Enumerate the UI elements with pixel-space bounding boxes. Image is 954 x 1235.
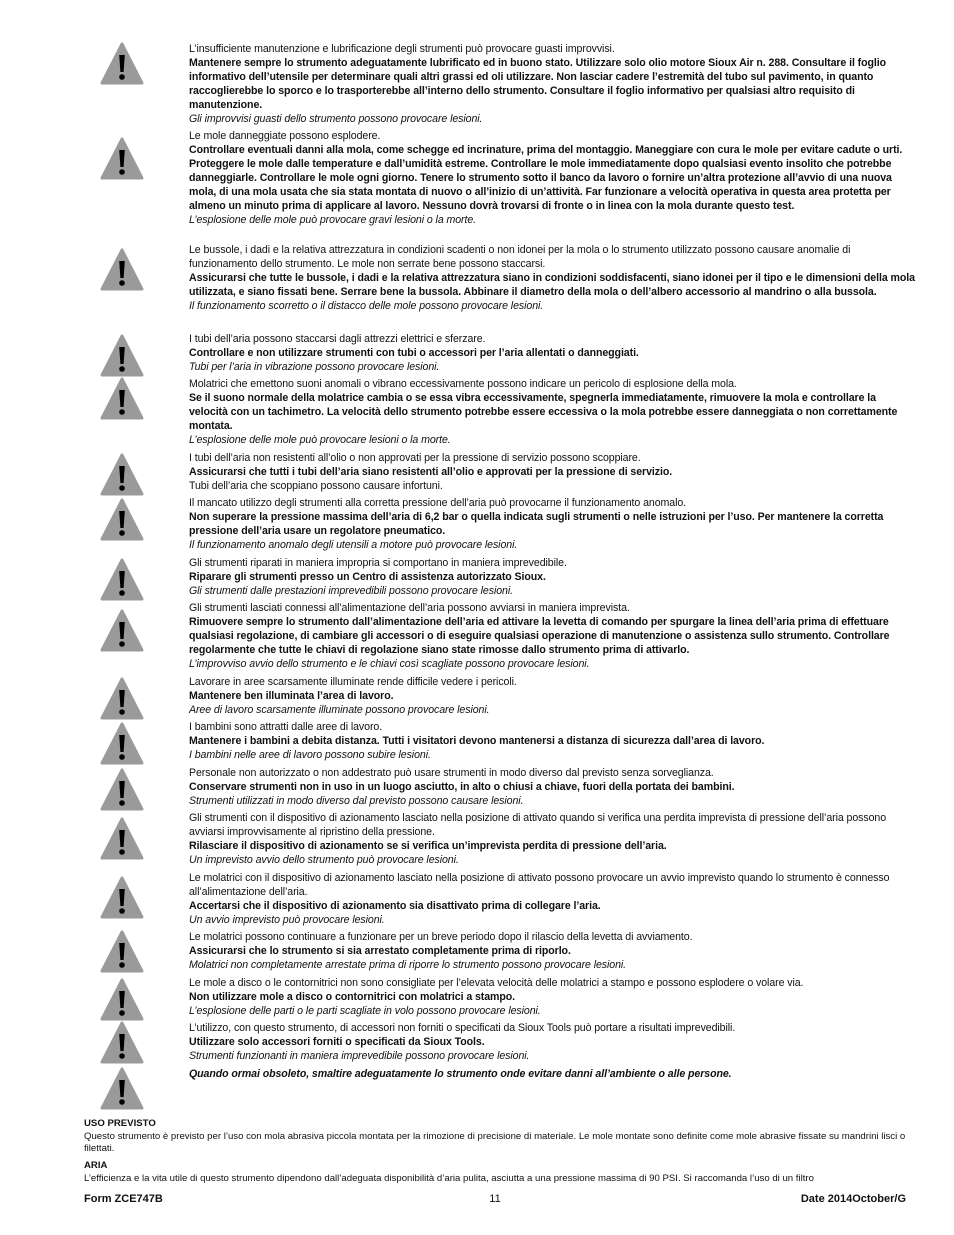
warning-text [189,675,915,717]
warning-text [189,243,915,313]
warning-hazard-text: Gli strumenti con il dispositivo di azionamento lasciato nella posizione di attivato quando si verifica una perdita imprevista di pressione dell’aria possono avviarsi improvvisamente al ripristino della pressione. [189,812,887,838]
warning-action-text: Riparare gli strumenti presso un Centro di assistenza autorizzato Sioux. [189,571,546,583]
warning-action-text: Mantenere sempre lo strumento adeguatamente lubrificato ed in buono stato. Utilizzare solo olio motore Sioux Air n. 288. Consultare il foglio informativo dell’utensile per determinare quali altri grassi ed oli utilizzare. Non lasciar cadere l’estremità del tubo sul pavimento, in quanto raccoglierebbe lo sporco e lo trasporterebbe all’interno dello strumento. Consultare il foglio informativo per qualsiasi altro requisito di manutenzione. [189,57,887,111]
warning-hazard-text: Lavorare in aree scarsamente illuminate rende difficile vedere i pericoli. [189,676,517,688]
page-number: 11 [489,1193,501,1205]
warning-action-text: Assicurarsi che tutti i tubi dell’aria siano resistenti all’olio e approvati per la pressione di servizio. [189,466,673,478]
warning-hazard-text: Le molatrici possono continuare a funzionare per un breve periodo dopo il rilascio della levetta di avviamento. [189,931,693,943]
warning-hazard-text: Le molatrici con il dispositivo di azionamento lasciato nella posizione di attivato possono provocare un avvio imprevisto quando lo strumento è connesso all’alimentazione dell’aria. [189,872,890,898]
warning-triangle-icon [100,768,144,812]
air-section [84,1160,914,1185]
warning-consequence-text: Gli strumenti dalle prestazioni imprevedibili possono provocare lesioni. [189,585,513,597]
warning-action-text: Controllare eventuali danni alla mola, come schegge ed incrinature, prima del montaggio. Maneggiare con cura le mole per evitare cadute o urti. Proteggere le mole dalle temperature e dall’umidità estreme. Controllare le mole immediatamente dopo qualsiasi evento insolito che potrebbe danneggiarle. Controllare le mole ogni giorno. Tenere lo strumento sotto il banco da lavoro o fornire un’altra protezione all’avvio di una nuova mola, di una mola usata che sia stata montata di nuovo o all’inizio di un’attività. Far funzionare a velocità operativa in questa area protetta per almeno un minuto prima di applicare al lavoro. Nessuno dovrà trovarsi di fronte o in linea con la mola durante questo test. [189,144,903,212]
warning-text [189,496,915,552]
warning-action-text: Non superare la pressione massima dell’aria di 6,2 bar o quella indicata sugli strumenti o nelle istruzioni per l’uso. Per mantenere la corretta pressione dell’aria usare un regolatore pneumatico. [189,511,884,537]
warning-text [189,556,915,598]
warning-text [189,976,915,1018]
warning-triangle-icon [100,137,144,181]
intended-use-body: Questo strumento è previsto per l’uso con mola abrasiva piccola montata per la rimozione di precisione di materiale. Le mole montate sono definite come mole abrasive fissate su mandrini lisci o filettati. [84,1130,906,1154]
warning-text [189,811,915,867]
revision-date: Date 2014October/G [800,1193,906,1205]
warning-consequence-text: Il funzionamento anomalo degli utensili a motore può provocare lesioni. [189,539,518,551]
warning-text [189,451,915,493]
warning-plain-text: Tubi dell’aria che scoppiano possono causare infortuni. [189,480,443,492]
warning-action-text: Conservare strumenti non in uso in un luogo asciutto, in alto o chiusi a chiave, fuori della portata dei bambini. [189,781,735,793]
warning-consequence-text: L’esplosione delle mole può provocare gravi lesioni o la morte. [189,214,477,226]
warning-action-text: Rilasciare il dispositivo di azionamento se si verifica un’imprevista perdita di pressione dell’aria. [189,840,667,852]
warning-consequence-text: Tubi per l’aria in vibrazione possono provocare lesioni. [189,361,440,373]
warning-consequence-text: Il funzionamento scorretto o il distacco delle mole possono provocare lesioni. [189,300,544,312]
warning-hazard-text: L’insufficiente manutenzione e lubrificazione degli strumenti può provocare guasti improvvisi. [189,43,615,55]
warning-hazard-text: Gli strumenti riparati in maniera impropria si comportano in maniera imprevedibile. [189,557,567,569]
warning-text [189,601,915,671]
warning-triangle-icon [100,558,144,602]
warning-hazard-text: I tubi dell’aria possono staccarsi dagli attrezzi elettrici e sferzare. [189,333,486,345]
warning-hazard-text: I bambini sono attratti dalle aree di lavoro. [189,721,383,733]
warning-hazard-text: Personale non autorizzato o non addestrato può usare strumenti in modo diverso dal previsto senza sorveglianza. [189,767,714,779]
warning-triangle-icon [100,817,144,861]
warning-triangle-icon [100,876,144,920]
air-body: L’efficienza e la vita utile di questo strumento dipendono dall’adeguata disponibilità d’aria pulita, asciutta a una pressione massima di 90 PSI. Si raccomanda l’uso di un filtro [84,1172,814,1184]
warning-hazard-text: Il mancato utilizzo degli strumenti alla corretta pressione dell’aria può provocarne il funzionamento anomalo. [189,497,687,509]
intended-use-section [84,1118,914,1156]
warning-consequence-text: Aree di lavoro scarsamente illuminate possono provocare lesioni. [189,704,490,716]
warning-triangle-icon [100,930,144,974]
warning-hazard-text: L’utilizzo, con questo strumento, di accessori non forniti o specificati da Sioux Tools può portare a risultati imprevedibili. [189,1022,736,1034]
warning-action-text: Non utilizzare mole a disco o contornitrici con molatrici a stampo. [189,991,516,1003]
air-heading: ARIA [84,1160,108,1171]
warning-consequence-text: Un imprevisto avvio dello strumento può provocare lesioni. [189,854,459,866]
warning-text [189,871,915,927]
warning-action-text: Mantenere i bambini a debita distanza. Tutti i visitatori devono mantenersi a distanza di sicurezza dall’area di lavoro. [189,735,765,747]
warning-text [189,332,915,374]
warning-consequence-text: Un avvio imprevisto può provocare lesioni. [189,914,385,926]
intended-use-heading: USO PREVISTO [84,1118,156,1129]
warning-triangle-icon [100,42,144,86]
warning-triangle-icon [100,334,144,378]
warning-hazard-text: Gli strumenti lasciati connessi all’alimentazione dell’aria possono avviarsi in maniera imprevista. [189,602,630,614]
warning-text [189,720,915,762]
warning-hazard-text: Molatrici che emettono suoni anomali o vibrano eccessivamente possono indicare un pericolo di esplosione della mola. [189,378,737,390]
warning-triangle-icon [100,978,144,1022]
warning-text [189,1021,915,1063]
warning-hazard-text: Le bussole, i dadi e la relativa attrezzatura in condizioni scadenti o non idonei per la mola o lo strumento utilizzato possono causare anomalie di funzionamento dello strumento. Le mole non serrate bene possono staccarsi. [189,244,851,270]
warning-hazard-text: Le mole a disco o le contornitrici non sono consigliate per l’elevata velocità delle molatrici a stampo e possono esplodere o volare via. [189,977,804,989]
warning-triangle-icon [100,248,144,292]
warning-triangle-icon [100,498,144,542]
warning-text [189,42,915,126]
warning-consequence-text: Molatrici non completamente arrestate prima di riporre lo strumento possono provocare lesioni. [189,959,627,971]
warning-consequence-text: I bambini nelle aree di lavoro possono subire lesioni. [189,749,431,761]
warning-consequence-text: L’esplosione delle parti o le parti scagliate in volo possono provocare lesioni. [189,1005,541,1017]
warning-hazard-text: I tubi dell’aria non resistenti all’olio o non approvati per la pressione di servizio possono scoppiare. [189,452,641,464]
warning-action-text: Se il suono normale della molatrice cambia o se essa vibra eccessivamente, spegnerla immediatamente, rimuovere la mola e controllare la velocità con un tachimetro. La velocità dello strumento potrebbe essere eccessiva o la mola potrebbe essere danneggiata o non correttamente montata. [189,392,898,432]
warning-action-text: Mantenere ben illuminata l’area di lavoro. [189,690,394,702]
warning-action-text: Rimuovere sempre lo strumento dall’alimentazione dell’aria ed attivare la levetta di comando per spurgare la linea dell’aria prima di effettuare qualsiasi regolazione, di cambiare gli accessori o di eseguire qualsiasi operazione di manutenzione o assistenza sullo strumento. Controllare regolarmente che tutte le chiavi di regolazione siano state rimosse dallo strumento prima di attivarlo. [189,616,890,656]
warning-text [189,766,915,808]
warning-triangle-icon [100,609,144,653]
warning-consequence-text: L’esplosione delle mole può provocare lesioni o la morte. [189,434,451,446]
warning-hazard-text: Le mole danneggiate possono esplodere. [189,130,381,142]
warning-triangle-icon [100,1021,144,1065]
warning-consequence-text: L’improvviso avvio dello strumento e le chiavi così scagliate possono provocare lesioni. [189,658,590,670]
warning-consequence-text: Strumenti funzionanti in maniera imprevedibile possono provocare lesioni. [189,1050,530,1062]
form-number: Form ZCE747B [84,1193,163,1205]
warning-action-text: Controllare e non utilizzare strumenti con tubi o accessori per l’aria allentati o danneggiati. [189,347,639,359]
warning-bold-italic-text: Quando ormai obsoleto, smaltire adeguatamente lo strumento onde evitare danni all’ambiente o alle persone. [189,1068,732,1080]
warning-action-text: Accertarsi che il dispositivo di azionamento sia disattivato prima di collegare l’aria. [189,900,601,912]
warning-triangle-icon [100,677,144,721]
warning-action-text: Assicurarsi che tutte le bussole, i dadi e la relativa attrezzatura siano in condizioni soddisfacenti, siano idonei per il tipo e le dimensioni della mola utilizzata, e siano fissati bene. Serrare bene la bussola. Abbinare il diametro della mola o dell’albero accessorio al mandrino o alla bussola. [189,272,915,298]
warning-text [189,930,915,972]
warning-text [189,1067,915,1081]
warning-action-text: Assicurarsi che lo strumento si sia arrestato completamente prima di riporlo. [189,945,571,957]
warning-triangle-icon [100,722,144,766]
warning-action-text: Utilizzare solo accessori forniti o specificati da Sioux Tools. [189,1036,485,1048]
warning-text [189,129,915,227]
warning-triangle-icon [100,377,144,421]
warning-consequence-text: Gli improvvisi guasti dello strumento possono provocare lesioni. [189,113,483,125]
warning-consequence-text: Strumenti utilizzati in modo diverso dal previsto possono causare lesioni. [189,795,524,807]
warning-triangle-icon [100,453,144,497]
warning-text [189,377,915,447]
warning-triangle-icon [100,1067,144,1111]
